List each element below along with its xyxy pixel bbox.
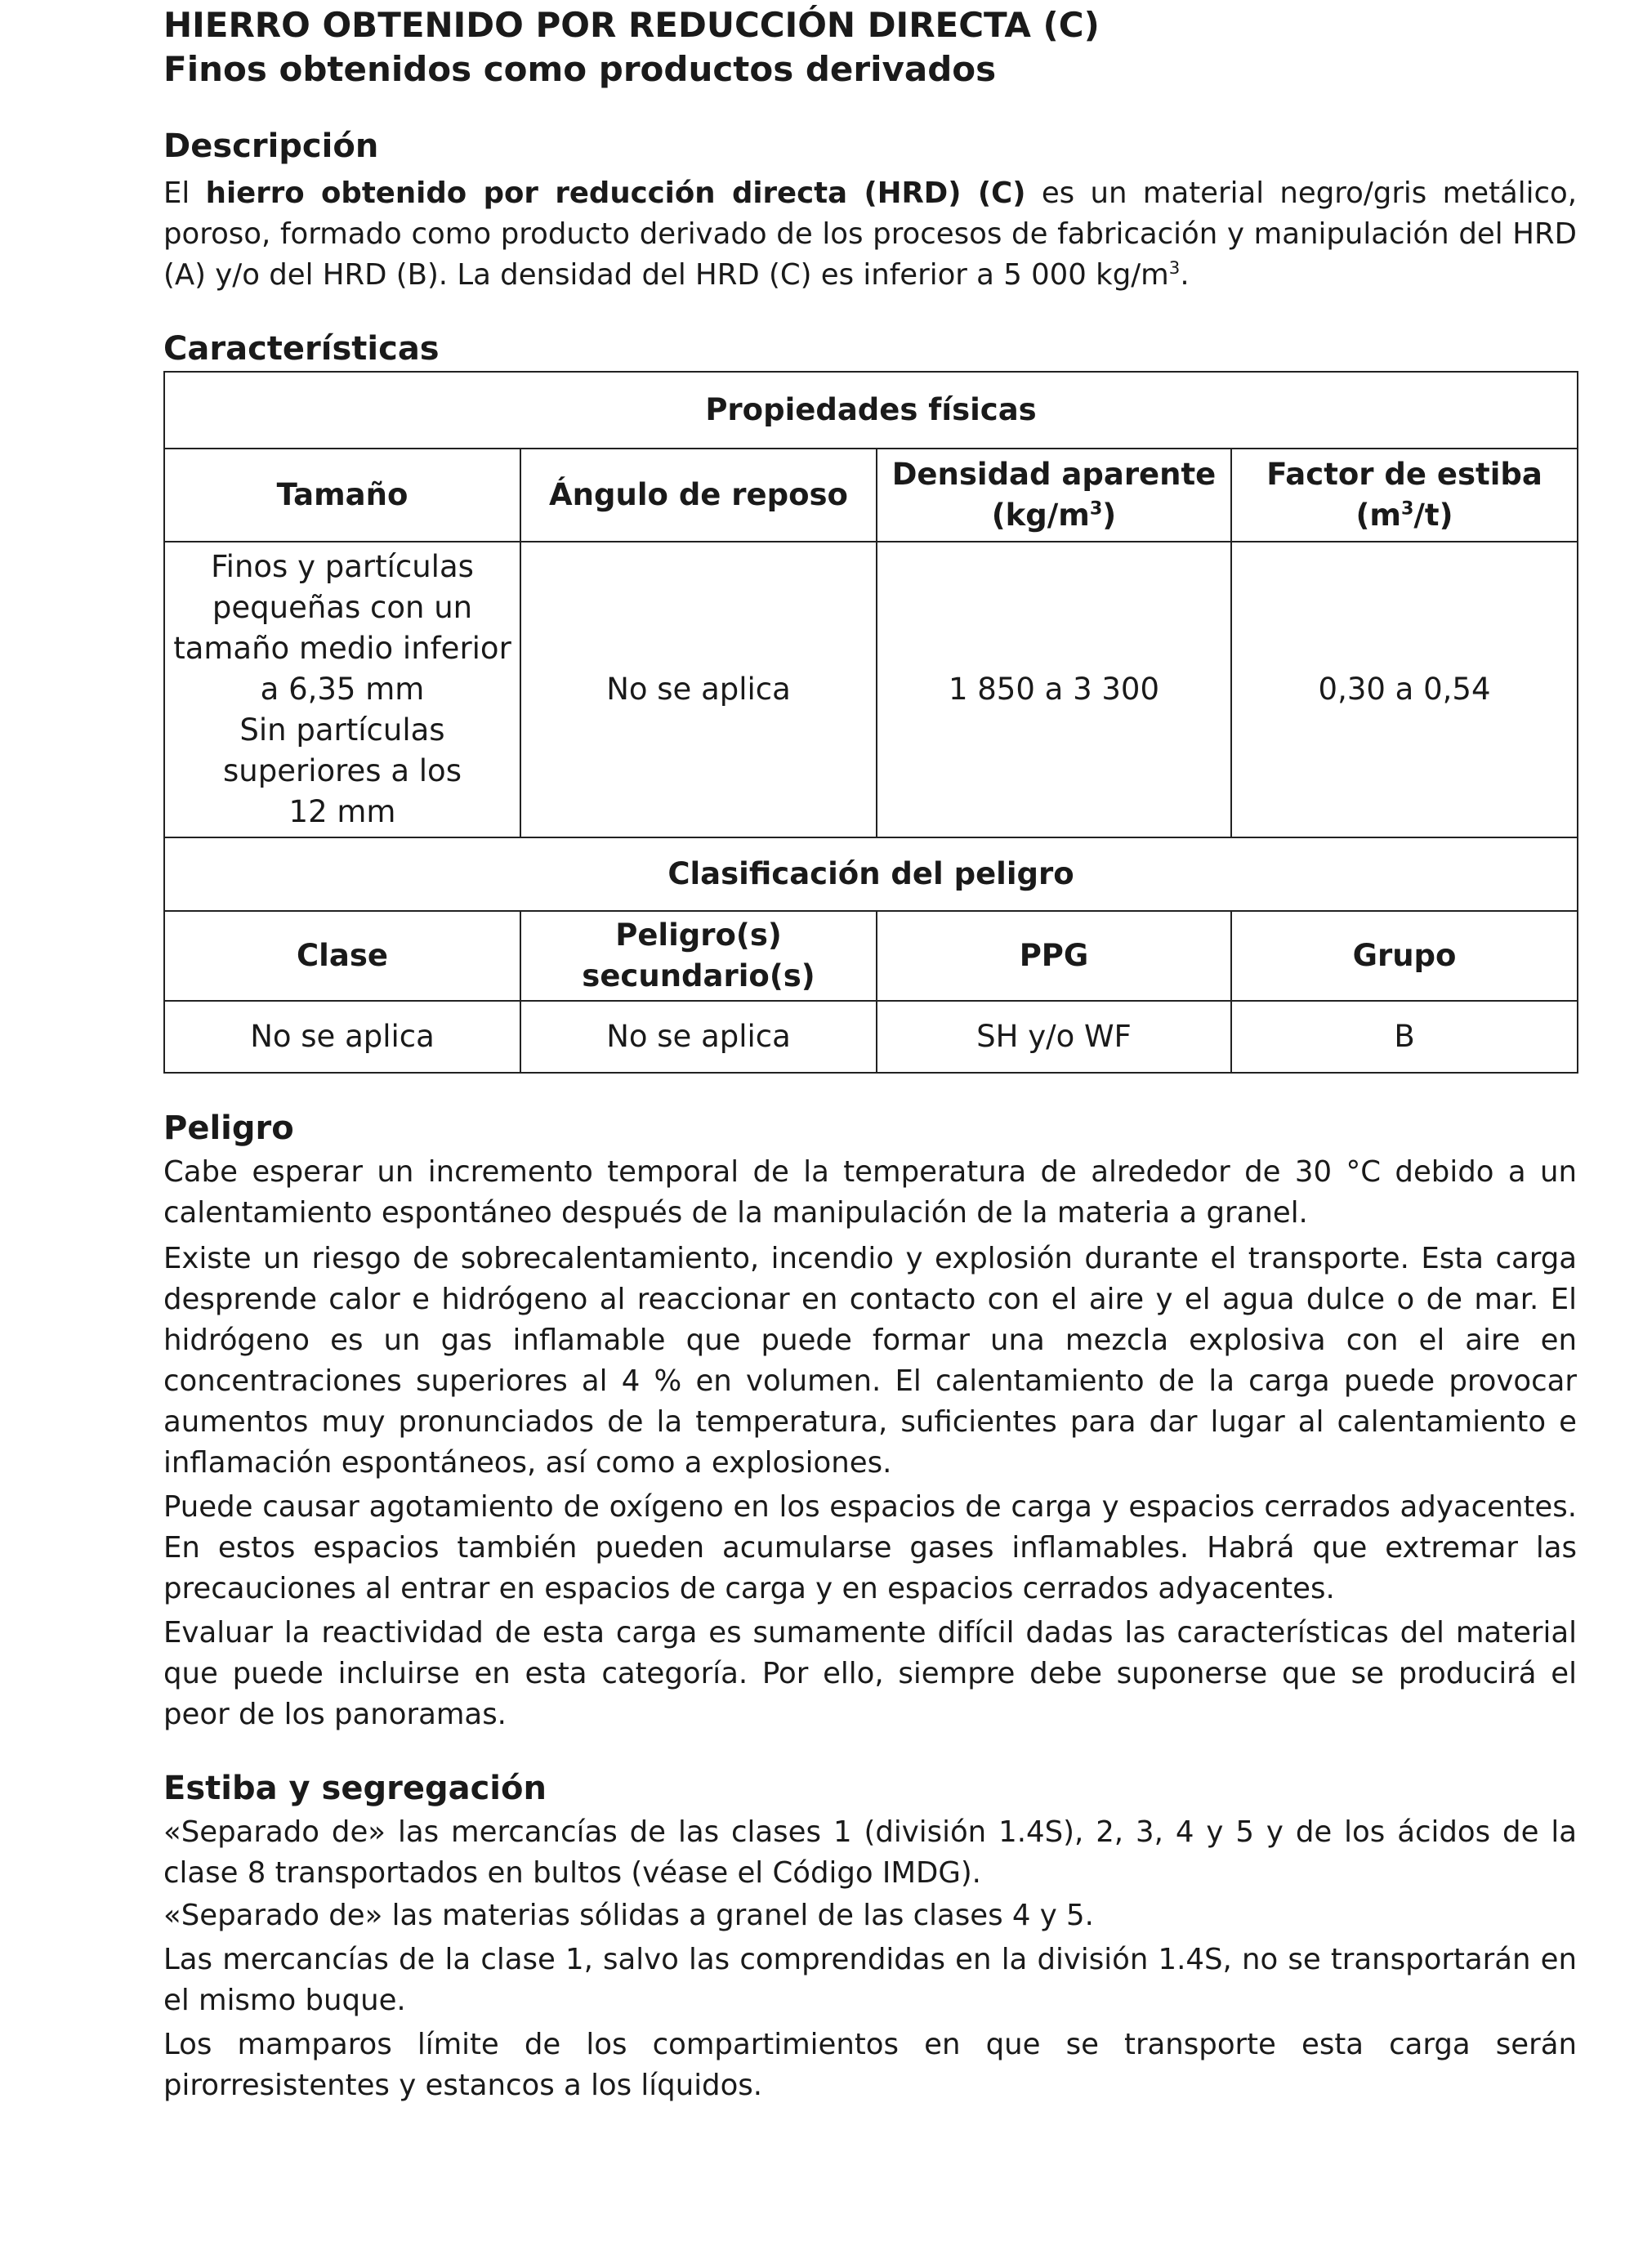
ppg-value: SH y/o WF (877, 1001, 1231, 1073)
header-factor-estiba: Factor de estiba $(m^3/t)$ (1231, 449, 1578, 542)
tamano-value: Finos y partículas pequeñas con un tamaño medio inferior a 6,35 mm Sin partículas superiores a los 12 mm (164, 542, 520, 837)
header-angulo: Ángulo de reposo (520, 449, 877, 542)
header-clase: Clase (164, 911, 520, 1001)
title-line-1: HIERRO OBTENIDO POR REDUCCIÓN DIRECTA (C) (163, 5, 1100, 45)
grupo-value: B (1231, 1001, 1578, 1073)
factor-estiba-value: 0,30 a 0,54 (1231, 542, 1578, 837)
descripcion-heading: Descripción (163, 127, 379, 165)
estiba-paragraph-1: «Separado de» las mercancías de las clases 1 (división 1.4S), 2, 3, 4 y 5 y de los ácidos de la clase 8 transportados en bultos (véase el Código IMDG). (163, 1815, 1577, 1890)
peligro-paragraph-2: Existe un riesgo de sobrecalentamiento, incendio y explosión durante el transporte. Esta carga desprende calor e hidrógeno al reaccionar en contacto con el aire y el agua dulce o de mar. El hidrógeno es un gas inflamable que puede formar una mezcla explosiva con el aire en concentraciones superiores al 4 % en volumen. El calentamiento de la carga puede provocar aumentos muy pronunciados de la temperatura, suficientes para dar lugar al calentamiento e inflamación espontáneos, así como a explosiones. (163, 1242, 1577, 1480)
peligro-paragraph-4: Evaluar la reactividad de esta carga es sumamente difícil dadas las características del material que puede incluirse en esta categoría. Por ello, siempre debe suponerse que se producirá el peor de los panoramas. (163, 1616, 1577, 1731)
material-name: hierro obtenido por reducción directa (HRD) (C) (205, 176, 1026, 210)
header-peligro-secundario: Peligro(s) secundario(s) (520, 911, 877, 1001)
peligro-secundario-value: No se aplica (520, 1001, 877, 1073)
header-ppg: PPG (877, 911, 1231, 1001)
densidad-value: 1 850 a 3 300 (877, 542, 1231, 837)
angulo-value: No se aplica (520, 542, 877, 837)
caracteristicas-heading: Características (163, 330, 440, 368)
header-grupo: Grupo (1231, 911, 1578, 1001)
estiba-paragraph-3: Las mercancías de la clase 1, salvo las comprendidas en la división 1.4S, no se transportarán en el mismo buque. (163, 1943, 1577, 2017)
physical-properties-title: Propiedades físicas (164, 372, 1578, 449)
header-densidad: Densidad aparente $(kg/m^3)$ (877, 449, 1231, 542)
title-line-2: Finos obtenidos como productos derivados (163, 49, 997, 89)
characteristics-table (163, 371, 1578, 1074)
estiba-paragraph-2: «Separado de» las materias sólidas a granel de las clases 4 y 5. (163, 1899, 1094, 1932)
descripcion-paragraph: El hierro obtenido por reducción directa (HRD) (C) es un material negro/gris metálico, poroso, formado como producto derivado de los procesos de fabricación y manipulación del HRD (A) y/o del HRD (B). La densidad del HRD (C) es inferior a 5 000 $kg/m^3$. (163, 176, 1578, 292)
peligro-paragraph-1: Cabe esperar un incremento temporal de la temperatura de alrededor de 30 °C debido a un calentamiento espontáneo después de la manipulación de la materia a granel. (163, 1155, 1577, 1230)
estiba-paragraph-4: Los mamparos límite de los compartimientos en que se transporte esta carga serán pirorresistentes y estancos a los líquidos. (163, 2028, 1577, 2102)
document-title (163, 3, 1577, 92)
hazard-classification-title: Clasificación del peligro (164, 837, 1578, 911)
clase-value: No se aplica (164, 1001, 520, 1073)
peligro-paragraph-3: Puede causar agotamiento de oxígeno en los espacios de carga y espacios cerrados adyacentes. En estos espacios también pueden acumularse gases inflamables. Habrá que extremar las precauciones al entrar en espacios de carga y en espacios cerrados adyacentes. (163, 1490, 1577, 1605)
estiba-heading: Estiba y segregación (163, 1770, 547, 1807)
header-tamano: Tamaño (164, 449, 520, 542)
peligro-heading: Peligro (163, 1109, 294, 1147)
